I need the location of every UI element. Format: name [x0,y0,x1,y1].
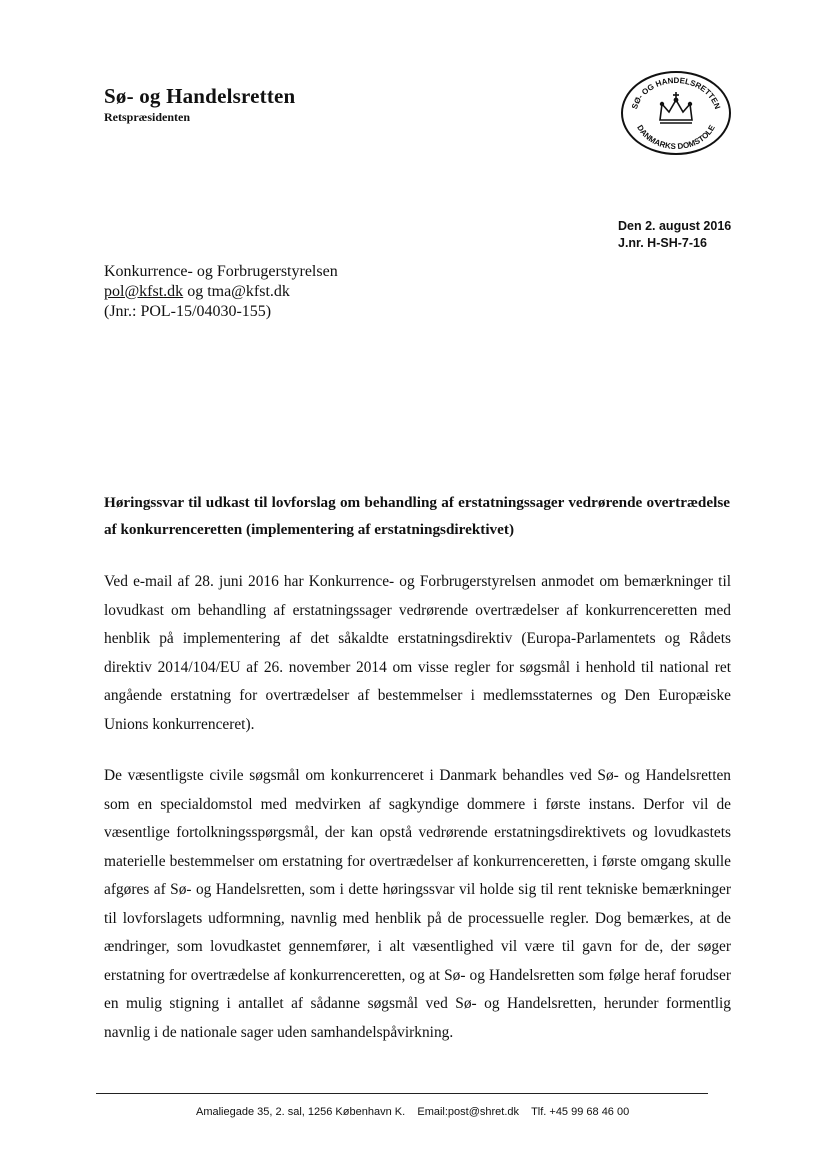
seal-text-top: SØ- OG HANDELSRETTEN [629,75,723,111]
letter-subject: Høringssvar til udkast til lovforslag om behandling af erstatningssager vedrørende overtrædelse af konkurrenceretten (implementering af erstatningsdirektivet) [104,494,730,538]
recipient-name: Konkurrence- og Forbrugerstyrelsen [104,263,338,280]
body-paragraph-1: Ved e-mail af 28. juni 2016 har Konkurrence- og Forbrugerstyrelsen anmodet om bemærkninger til lovudkast om behandling af erstatningssager vedrørende overtrædelser af konkurrenceretten med henblik på implementering af det såkaldte erstatningsdirektiv (Europa-Parlamentets og Rådets direktiv 2014/104/EU af 26. november 2014 om visse regler for søgsmål i henhold til national ret angående erstatning for overtrædelser af bestemmelser i medlemsstaternes og Den Europæiske Unions konkurrenceret). [104,573,731,733]
seal-text-bottom: DANMARKS DOMSTOLE [635,123,717,152]
footer-address: Amaliegade 35, 2. sal, 1256 København K. [196,1106,406,1118]
footer [196,1106,629,1118]
footer-email: Email:post@shret.dk [417,1106,520,1118]
recipient-email-link[interactable]: pol@kfst.dk [104,283,184,300]
crown-icon [660,92,692,123]
recipient-block [104,262,338,322]
footer-phone: Tlf. +45 99 68 46 00 [531,1106,630,1118]
recipient-reference: (Jnr.: POL-15/04030-155) [104,303,272,320]
recipient-emails [104,282,338,302]
journal-number: J.nr. H-SH-7-16 [618,236,707,250]
letter-date: Den 2. august 2016 [618,219,732,233]
court-seal-icon [620,70,732,156]
date-block [618,218,731,252]
footer-divider [96,1093,708,1094]
organization-subtitle: Retspræsidenten [104,110,190,124]
body-paragraph-2: De væsentligste civile søgsmål om konkurrenceret i Danmark behandles ved Sø- og Handelsretten som en specialdomstol med medvirken af sagkyndige dommere i første instans. Derfor vil de væsentlige fortolkningsspørgsmål, der kan opstå vedrørende erstatningsdirektivets og lovudkastets materielle bestemmelser om erstatning for overtrædelser af konkurrenceretten, i første omgang skulle afgøres af Sø- og Handelsretten, som i dette høringssvar vil holde sig til rent tekniske bemærkninger til lovforslagets udformning, navnlig med henblik på de processuelle regler. Dog bemærkes, at de ændringer, som lovudkastet gennemfører, i alt væsentlighed vil være til gavn for de, der søger erstatning for overtrædelse af konkurrenceretten, og at Sø- og Handelsretten som følge heraf forudser en mulig stigning i antallet af sådanne søgsmål ved Sø- og Handelsretten, herunder formentlig navnlig i de nationale sager uden samhandelspåvirkning. [104,767,731,1041]
recipient-email-secondary: tma@kfst.dk [207,283,290,300]
organization-name: Sø- og Handelsretten [104,84,296,108]
email-joiner: og [183,283,208,300]
